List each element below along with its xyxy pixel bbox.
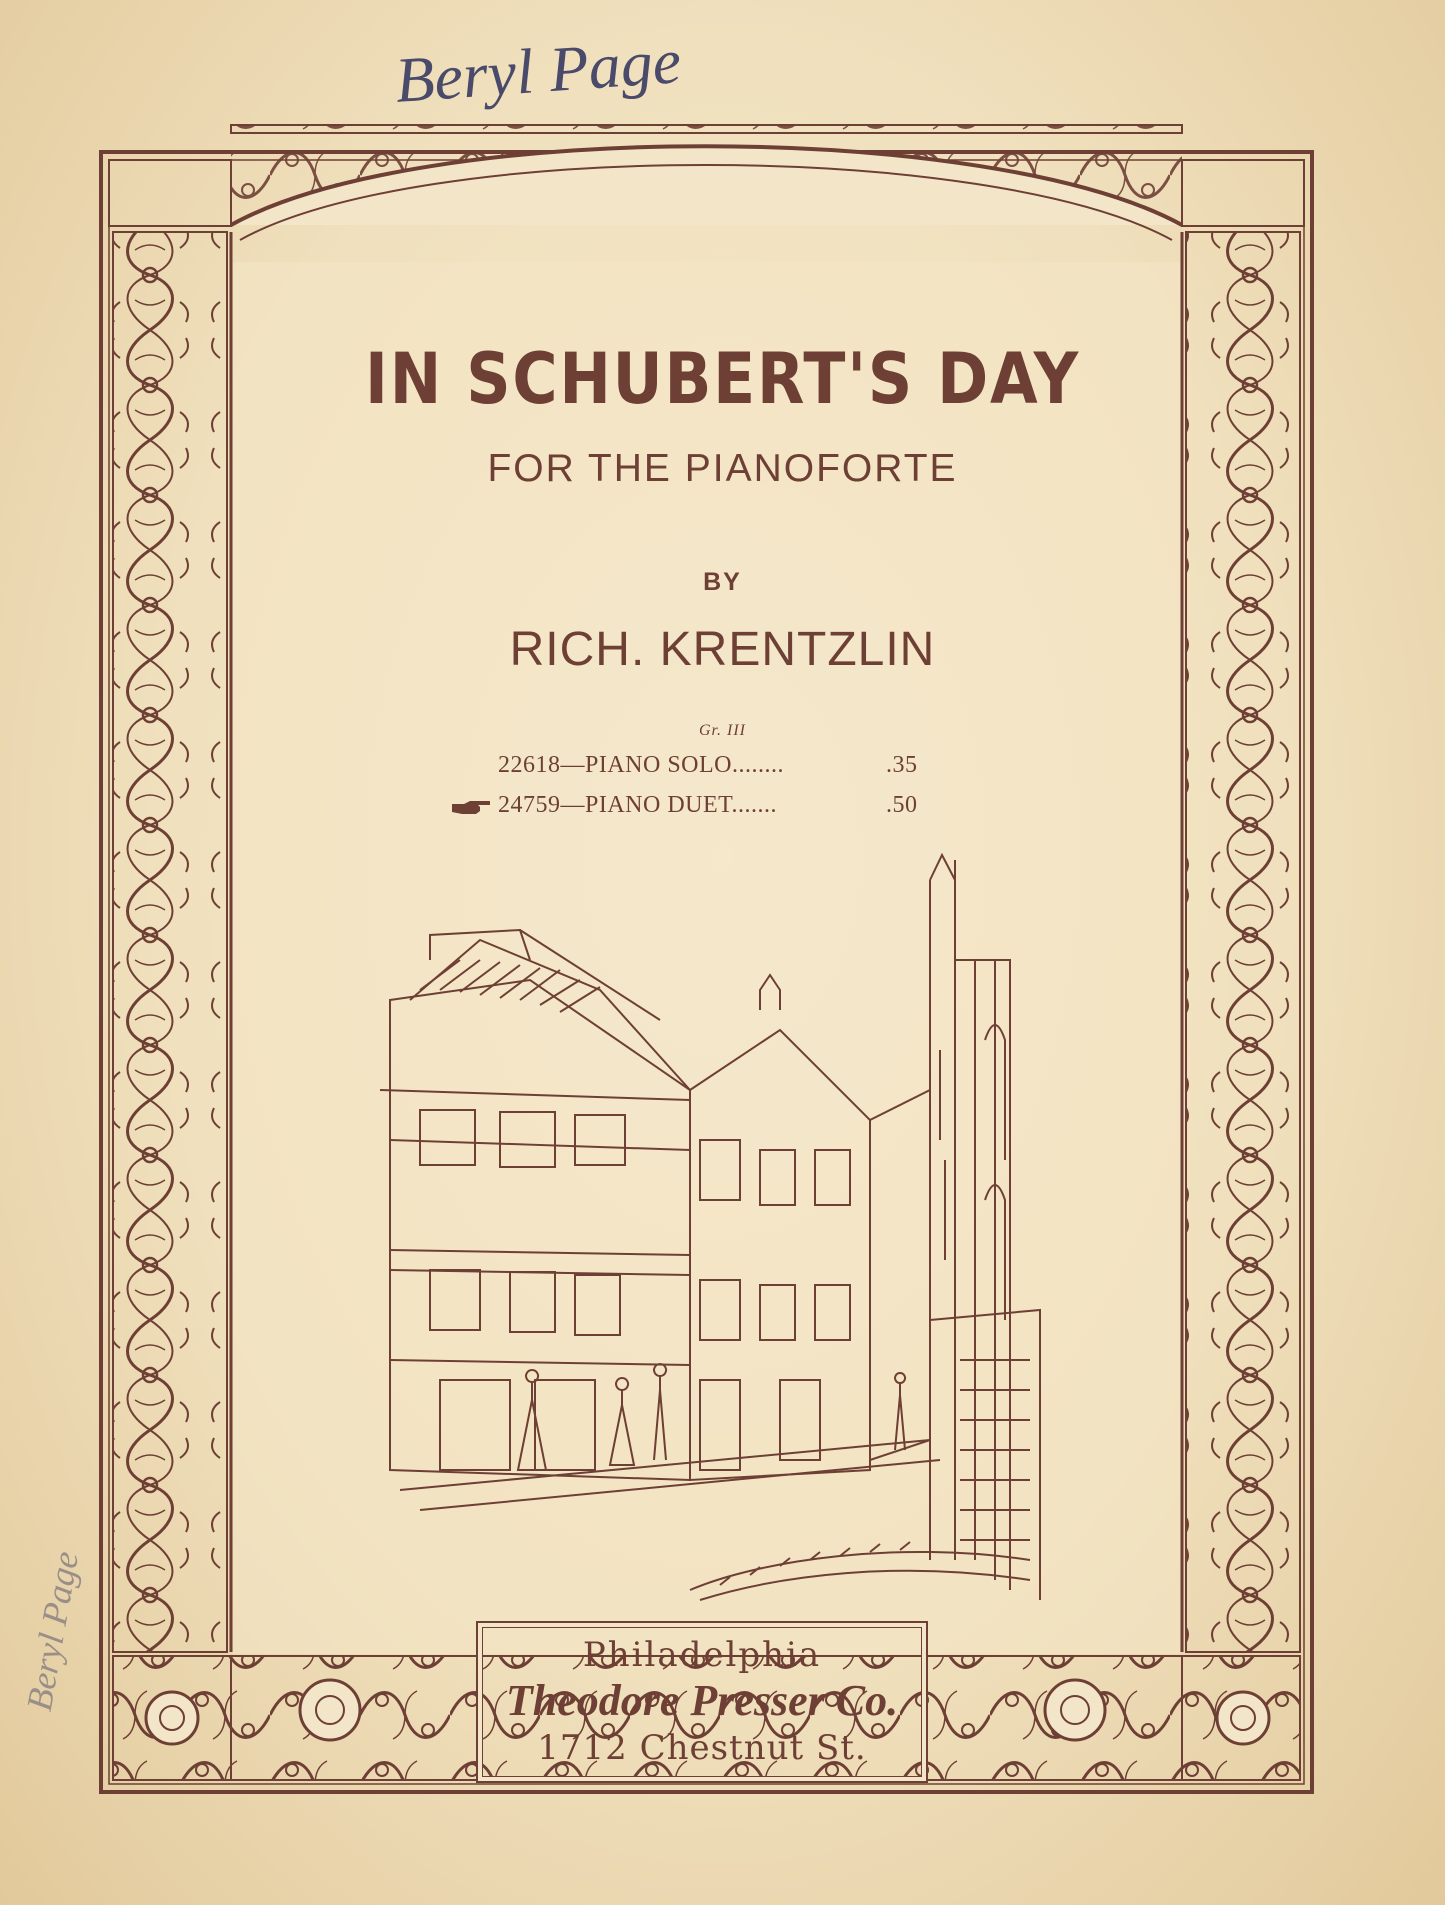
edition-row [470,752,940,782]
piece-title: IN SCHUBERT'S DAY [365,338,1080,420]
publisher-imprint [476,1621,928,1783]
publisher-address: 1712 Chestnut St. [537,1728,867,1768]
edition-price: .35 [886,752,918,778]
by-label: BY [703,568,742,596]
handwritten-signature: Beryl Page [392,25,684,116]
publisher-city: Philadelphia [582,1635,822,1675]
margin-signature: Beryl Page [18,1548,87,1714]
edition-code: 22618—PIANO SOLO........ [498,752,785,778]
edition-price: .50 [886,792,918,818]
publisher-name: Theodore Presser Co. [505,1676,899,1725]
composer-name: RICH. KRENTZLIN [509,623,936,676]
edition-code: 24759—PIANO DUET....... [498,792,778,818]
instrument-subtitle: FOR THE PIANOFORTE [487,447,958,490]
pointing-hand-icon [450,798,492,816]
grade-label: Gr. III [699,722,746,739]
edition-row [470,792,940,822]
